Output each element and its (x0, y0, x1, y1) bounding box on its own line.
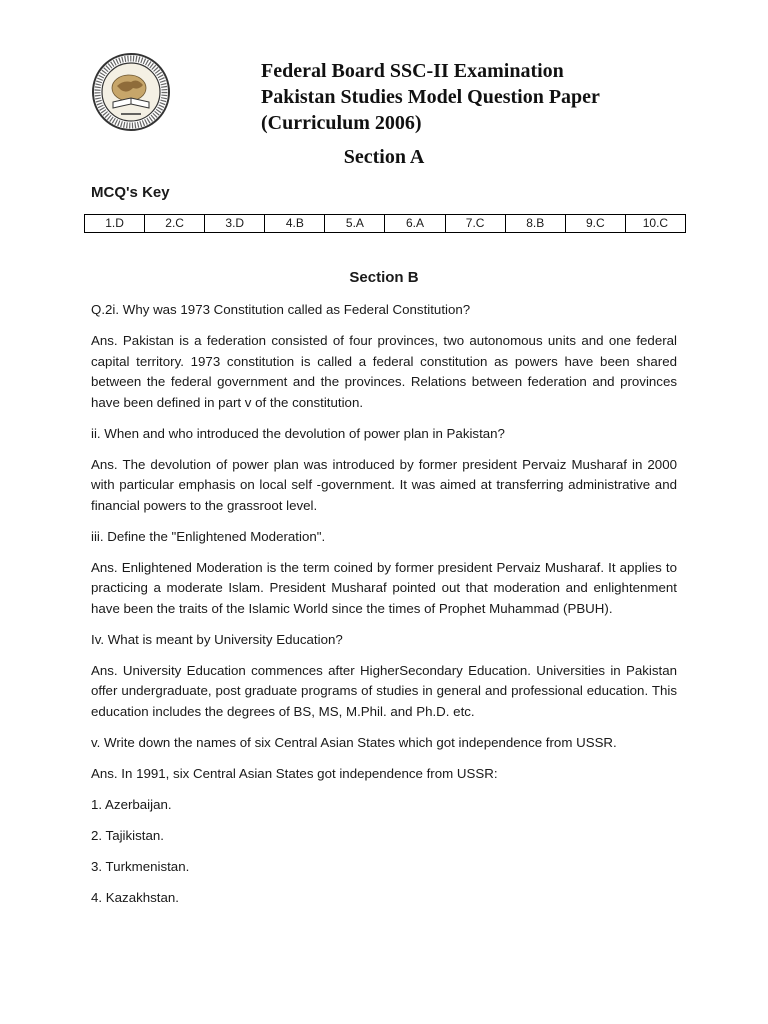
table-row (85, 215, 686, 233)
document-header (261, 58, 681, 136)
section-a-title: Section A (343, 146, 425, 168)
answer-5-intro: Ans. In 1991, six Central Asian States got independence from USSR: (91, 765, 498, 781)
answer-cell: 4.B (265, 215, 325, 233)
answer-cell: 9.C (565, 215, 625, 233)
question-2: ii. When and who introduced the devolution of power plan in Pakistan? (91, 425, 505, 441)
answer-cell: 1.D (85, 215, 145, 233)
section-a-heading (0, 144, 768, 170)
list-item: 2. Tajikistan. (91, 827, 164, 843)
list-item: 1. Azerbaijan. (91, 796, 172, 812)
federal-board-logo (91, 52, 171, 132)
header-subtitle: Pakistan Studies Model Question Paper (261, 86, 600, 108)
answer-cell: 8.B (505, 215, 565, 233)
question-1: Q.2i. Why was 1973 Constitution called as Federal Constitution? (91, 302, 471, 317)
header-title: Federal Board SSC-II Examination (261, 60, 564, 82)
answer-cell: 5.A (325, 215, 385, 233)
mcq-answer-key-table (84, 214, 686, 233)
question-5: v. Write down the names of six Central Asian States which got independence from USSR. (91, 734, 617, 750)
answer-cell: 6.A (385, 215, 445, 233)
question-3: iii. Define the "Enlightened Moderation". (91, 528, 326, 544)
section-b-body (91, 300, 677, 919)
answer-cell: 7.C (445, 215, 505, 233)
answer-1: Ans. Pakistan is a federation consisted of four provinces, two autonomous units and one federal capital territory. 1973 constitution is called a federal constitution as powers have been shared between the federal government and the provinces. Relations between federation and provinces have been defined in part v of the constitution. (91, 333, 677, 410)
answer-cell: 2.C (145, 215, 205, 233)
answer-cell: 10.C (625, 215, 685, 233)
header-curriculum: (Curriculum 2006) (261, 112, 422, 134)
list-item: 4. Kazakhstan. (91, 889, 179, 905)
question-4: Iv. What is meant by University Education? (91, 631, 343, 647)
answer-cell: 3.D (205, 215, 265, 233)
answer-4: Ans. University Education commences after HigherSecondary Education. Universities in Pakistan offer undergraduate, post graduate programs of studies in general and professional education. This education includes the degrees of BS, MS, M.Phil. and Ph.D. etc. (91, 662, 677, 719)
answer-2: Ans. The devolution of power plan was introduced by former president Pervaiz Musharaf in 2000 with particular emphasis on local self -government. It was aimed at transferring administrative and financial powers to the grassroot level. (91, 456, 677, 513)
list-item: 3. Turkmenistan. (91, 858, 190, 874)
section-b-title: Section B (349, 269, 419, 286)
mcq-key-title: MCQ's Key (91, 184, 170, 201)
answer-3: Ans. Enlightened Moderation is the term coined by former president Pervaiz Musharaf. It applies to practicing a moderate Islam. President Musharaf pointed out that moderation and enlightenment have been the traits of the Islamic World since the times of Prophet Muhammad (PBUH). (91, 559, 677, 616)
